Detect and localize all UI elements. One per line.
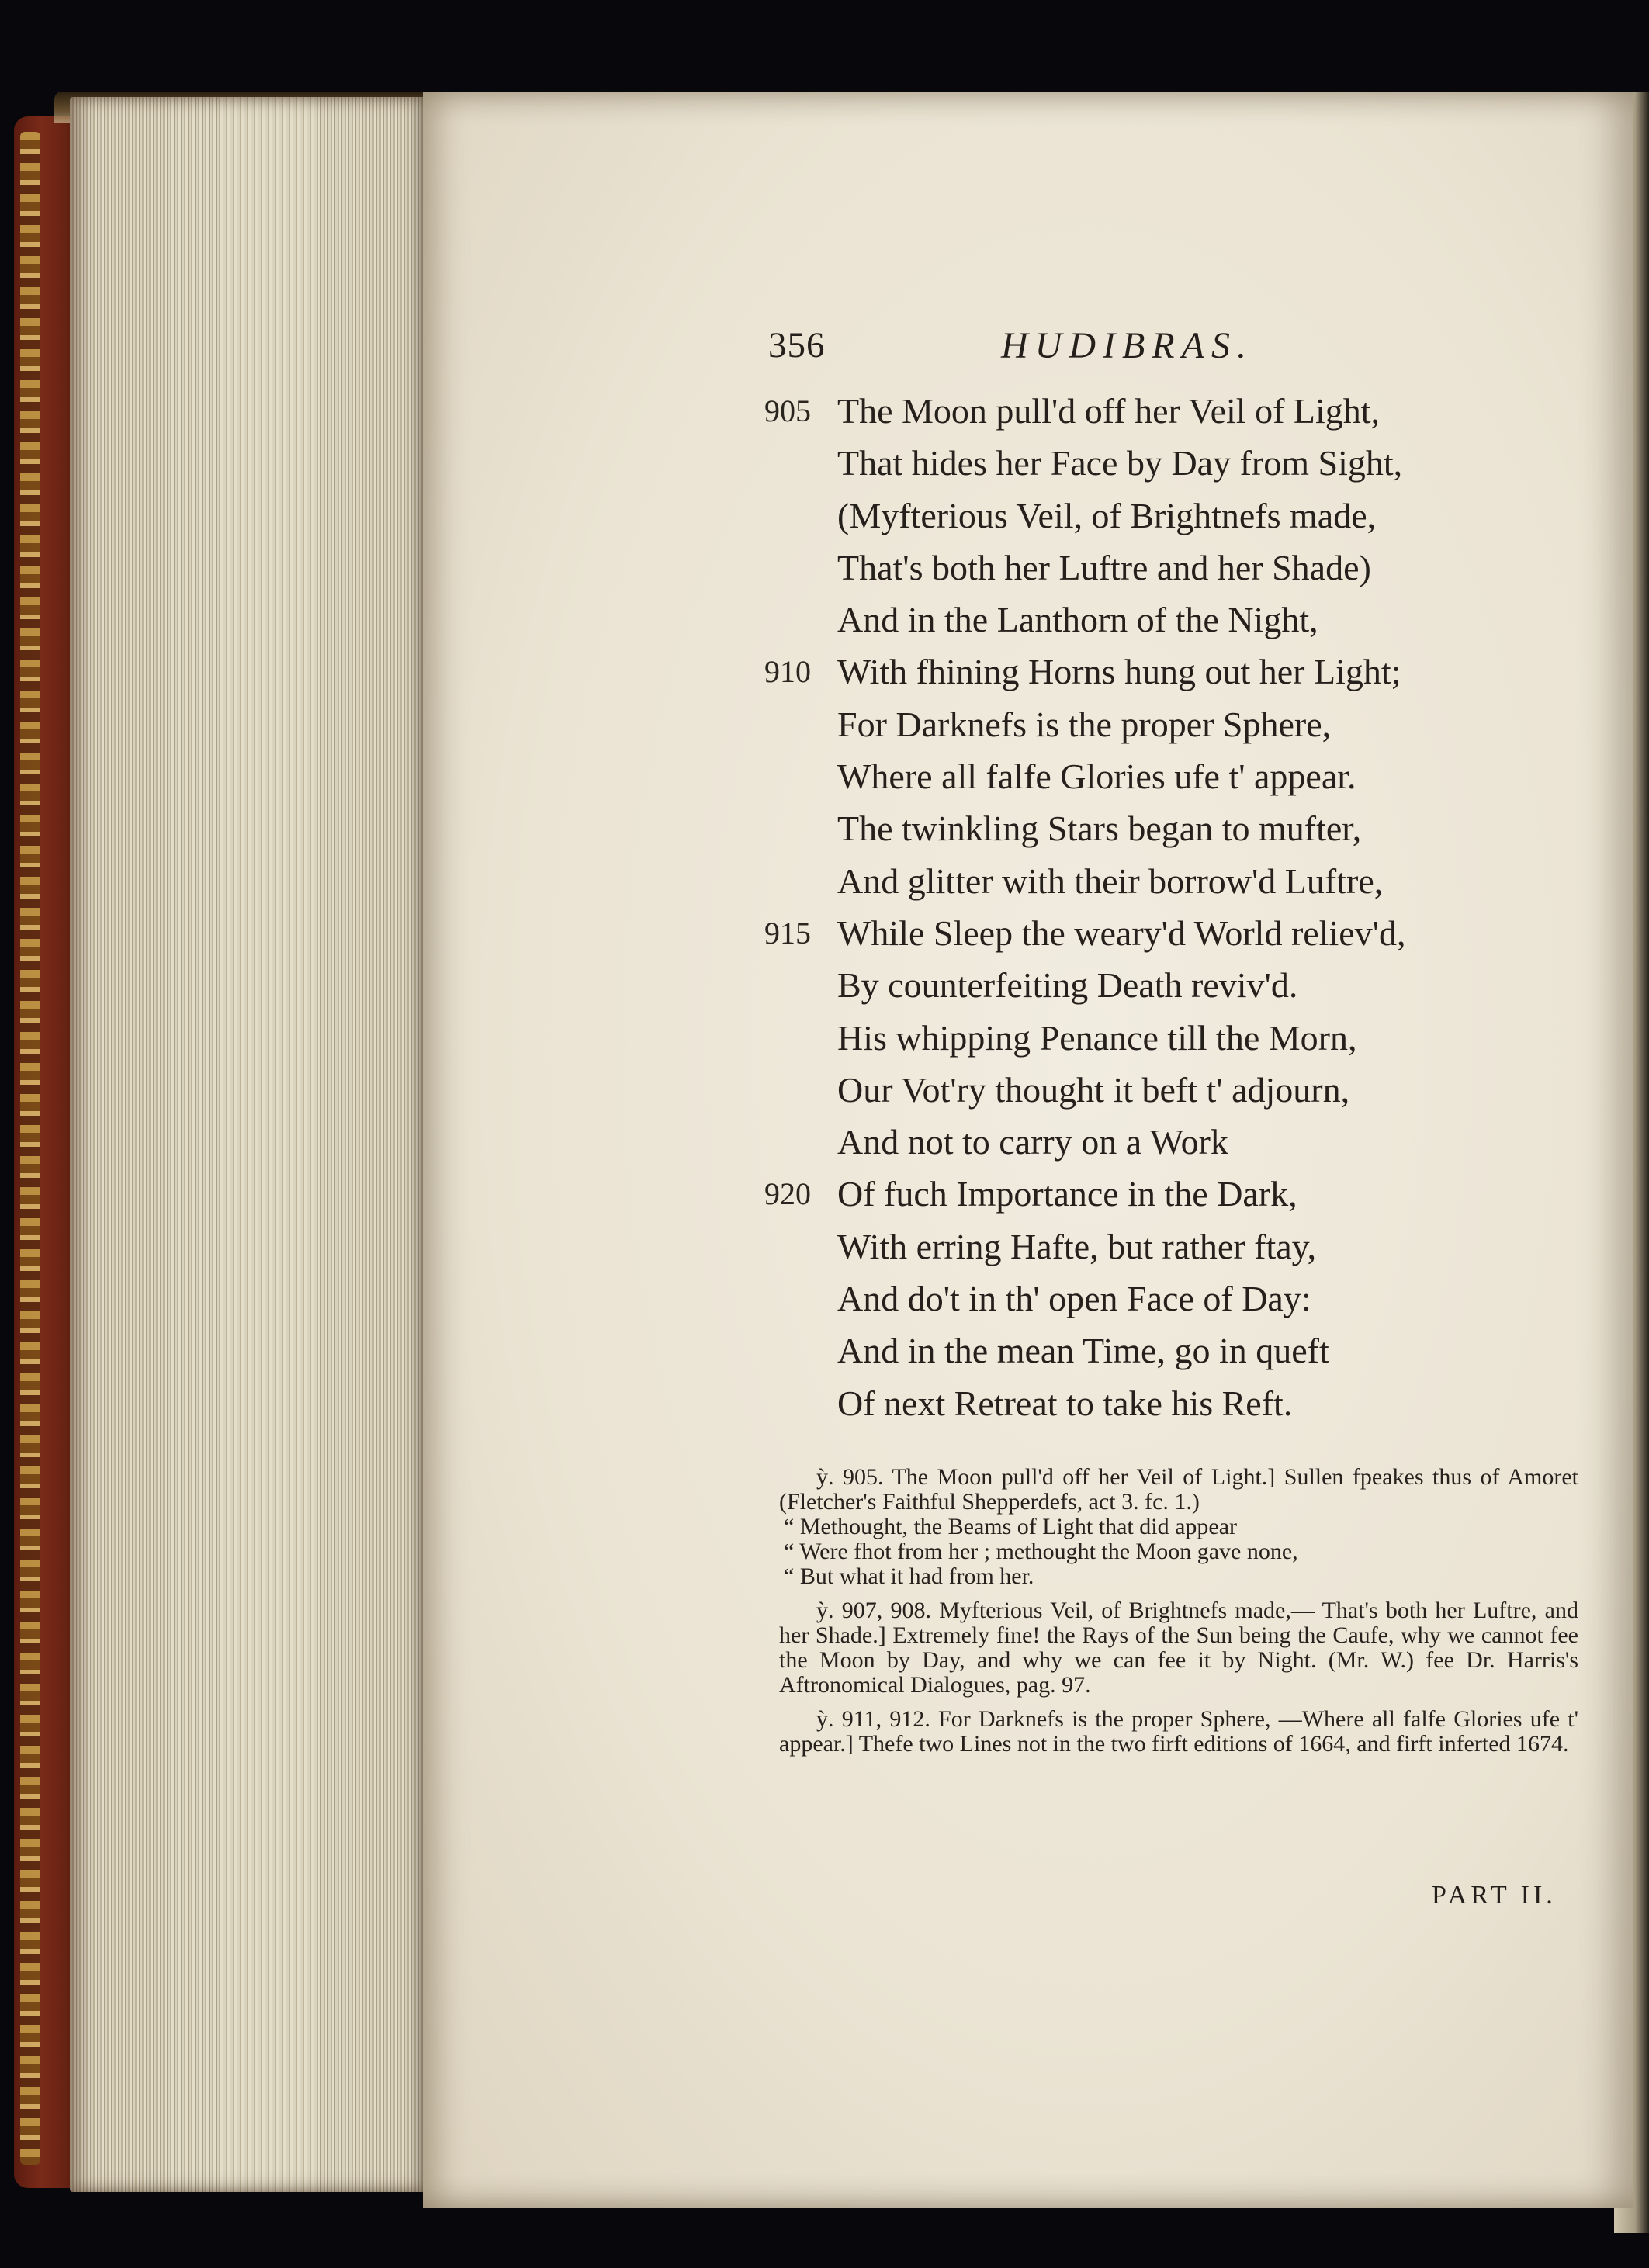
footnote-text: ỳ. 911, 912. For Darknefs is the proper Sphere, —Where all falfe Glories ufe t' appear.] Thefe two Lines not in the two firft editions of 1664, and firft inferted 1674. <box>779 1706 1578 1757</box>
verse-text: Our Vot'ry thought it beft t' adjourn, <box>837 1069 1350 1110</box>
running-head: HUDIBRAS. <box>1001 325 1253 366</box>
page-edges-stack <box>70 97 423 2192</box>
verse-text: Of next Retreat to take his Reft. <box>837 1383 1293 1423</box>
verse-text: By counterfeiting Death reviv'd. <box>837 965 1298 1006</box>
footnotes <box>779 1465 1578 1766</box>
verse-line <box>764 750 1579 802</box>
verse-text: And not to carry on a Work <box>837 1122 1228 1162</box>
verse-line <box>764 646 1579 698</box>
verse-line <box>764 594 1579 646</box>
verse-line <box>764 1116 1579 1168</box>
footnote-907 <box>779 1598 1578 1698</box>
verse-line <box>764 1168 1579 1220</box>
verse-text: Of fuch Importance in the Dark, <box>837 1174 1297 1214</box>
line-number: 915 <box>764 915 811 950</box>
verse-line <box>764 542 1579 594</box>
verse-line <box>764 1273 1579 1324</box>
verse-line <box>764 1324 1579 1376</box>
verse-text: That hides her Face by Day from Sight, <box>837 443 1403 483</box>
verse-text: That's both her Luftre and her Shade) <box>837 547 1371 587</box>
line-number: 910 <box>764 654 811 690</box>
verse-line <box>764 855 1579 907</box>
verse-line <box>764 698 1579 750</box>
verse-text: With fhining Horns hung out her Light; <box>837 652 1401 692</box>
verse-text: And in the mean Time, go in queft <box>837 1331 1329 1371</box>
verse-block <box>764 385 1579 1429</box>
page-header <box>768 324 1405 379</box>
footnote-text: ỳ. 905. The Moon pull'd off her Veil of Light.] Sullen fpeakes thus of Amoret (Fletcher's Faithful Shepperdefs, act 3. fc. 1.) <box>779 1464 1578 1515</box>
verse-text: And glitter with their borrow'd Luftre, <box>837 860 1384 901</box>
verse-line <box>764 1221 1579 1273</box>
verse-text: Where all falfe Glories ufe t' appear. <box>837 757 1356 797</box>
footnote-quote-line: “ Methought, the Beams of Light that did appear <box>784 1514 1238 1539</box>
line-number: 920 <box>764 1176 811 1212</box>
footnote-905 <box>779 1465 1578 1589</box>
verse-text: His whipping Penance till the Morn, <box>837 1017 1357 1058</box>
verse-line <box>764 490 1579 542</box>
footnote-text: ỳ. 907, 908. Myfterious Veil, of Brightnefs made,— That's both her Luftre, and her Shade.] Extremely fine! the Rays of the Sun being the Caufe, why we cannot fee the Moon by Day, and why we can fee it by Night. (Mr. W.) fee Dr. Harris's Aftronomical Dialogues, pag. 97. <box>779 1598 1578 1698</box>
verse-text: And do't in th' open Face of Day: <box>837 1279 1311 1319</box>
verse-text: (Myfterious Veil, of Brightnefs made, <box>837 495 1377 535</box>
verse-text: With erring Hafte, but rather ftay, <box>837 1226 1317 1266</box>
line-number: 905 <box>764 393 811 428</box>
verse-text: The Moon pull'd off her Veil of Light, <box>837 391 1381 431</box>
verse-line <box>764 1012 1579 1064</box>
verse-text: For Darknefs is the proper Sphere, <box>837 704 1332 744</box>
verse-text: While Sleep the weary'd World reliev'd, <box>837 912 1406 953</box>
footnote-quote-line: “ Were fhot from her ; methought the Moon gave none, <box>784 1539 1298 1564</box>
gilt-spine-decoration <box>20 132 40 2165</box>
verse-line <box>764 1064 1579 1116</box>
footnote-quote-line: “ But what it had from her. <box>784 1563 1034 1589</box>
page-number: 356 <box>768 325 826 365</box>
footnote-911 <box>779 1707 1578 1757</box>
catchword: PART II. <box>1432 1881 1557 1910</box>
verse-line <box>764 959 1579 1011</box>
verse-line <box>764 437 1579 489</box>
verse-line <box>764 1377 1579 1429</box>
verse-text: And in the Lanthorn of the Night, <box>837 600 1318 640</box>
verse-line <box>764 907 1579 959</box>
verse-line <box>764 385 1579 437</box>
verse-text: The twinkling Stars began to mufter, <box>837 809 1362 849</box>
verse-line <box>764 802 1579 854</box>
